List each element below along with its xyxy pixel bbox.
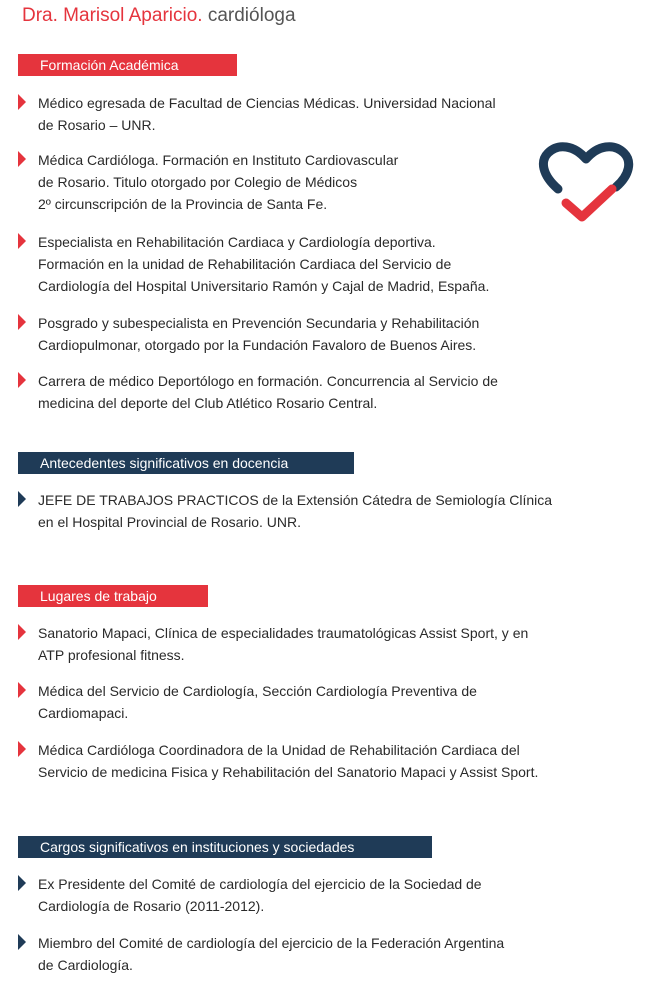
section-heading-cargos: Cargos significativos en instituciones y sociedades — [18, 836, 432, 858]
page-title — [22, 5, 296, 27]
list-item-text: Especialista en Rehabilitación Cardiaca y Cardiología deportiva. Formación en la unidad de Rehabilitación Cardiaca del Servicio de Cardiología del Hospital Universitario Ramón y Cajal de Madrid, España. — [38, 234, 490, 294]
list-item-text: Sanatorio Mapaci, Clínica de especialidades traumatológicas Assist Sport, y en ATP profesional fitness. — [38, 625, 529, 663]
bullet-arrow-icon — [18, 314, 26, 330]
list-item-text: Médica Cardióloga Coordinadora de la Unidad de Rehabilitación Cardiaca del Servicio de medicina Fisica y Rehabilitación del Sanatorio Mapaci y Assist Sport. — [38, 742, 539, 780]
bullet-arrow-icon — [18, 94, 26, 110]
doctor-specialty: cardióloga — [207, 5, 296, 26]
bullet-arrow-icon — [18, 741, 26, 757]
bullet-arrow-icon — [18, 372, 26, 388]
heart-check-icon — [536, 141, 636, 233]
bullet-arrow-icon — [18, 934, 26, 950]
list-item-text: Posgrado y subespecialista en Prevención Secundaria y Rehabilitación Cardiopulmonar, otorgado por la Fundación Favaloro de Buenos Aires. — [38, 315, 480, 353]
bullet-arrow-icon — [18, 875, 26, 891]
list-item-text: Carrera de médico Deportólogo en formación. Concurrencia al Servicio de medicina del deporte del Club Atlético Rosario Central. — [38, 373, 498, 411]
section-heading-docencia: Antecedentes significativos en docencia — [18, 452, 354, 474]
doctor-name: Dra. Marisol Aparicio. — [22, 5, 203, 26]
list-item-text: Médica del Servicio de Cardiología, Sección Cardiología Preventiva de Cardiomapaci. — [38, 683, 477, 721]
bullet-arrow-icon — [18, 233, 26, 249]
list-item-text: JEFE DE TRABAJOS PRACTICOS de la Extensión Cátedra de Semiología Clínica en el Hospital Provincial de Rosario. UNR. — [38, 492, 553, 530]
section-heading-lugares: Lugares de trabajo — [18, 585, 208, 607]
list-item-text: Médico egresada de Facultad de Ciencias Médicas. Universidad Nacional de Rosario – UNR. — [38, 95, 496, 133]
bullet-arrow-icon — [18, 491, 26, 507]
bullet-arrow-icon — [18, 624, 26, 640]
list-item-text: Médica Cardióloga. Formación en Instituto Cardiovascular de Rosario. Titulo otorgado por Colegio de Médicos 2º circunscripción de la Provincia de Santa Fe. — [38, 152, 399, 212]
section-heading-formacion: Formación Académica — [18, 54, 237, 76]
list-item-text: Ex Presidente del Comité de cardiología del ejercicio de la Sociedad de Cardiología de Rosario (2011-2012). — [38, 876, 482, 914]
bullet-arrow-icon — [18, 151, 26, 167]
list-item-text: Miembro del Comité de cardiología del ejercicio de la Federación Argentina de Cardiología. — [38, 935, 505, 973]
bullet-arrow-icon — [18, 682, 26, 698]
